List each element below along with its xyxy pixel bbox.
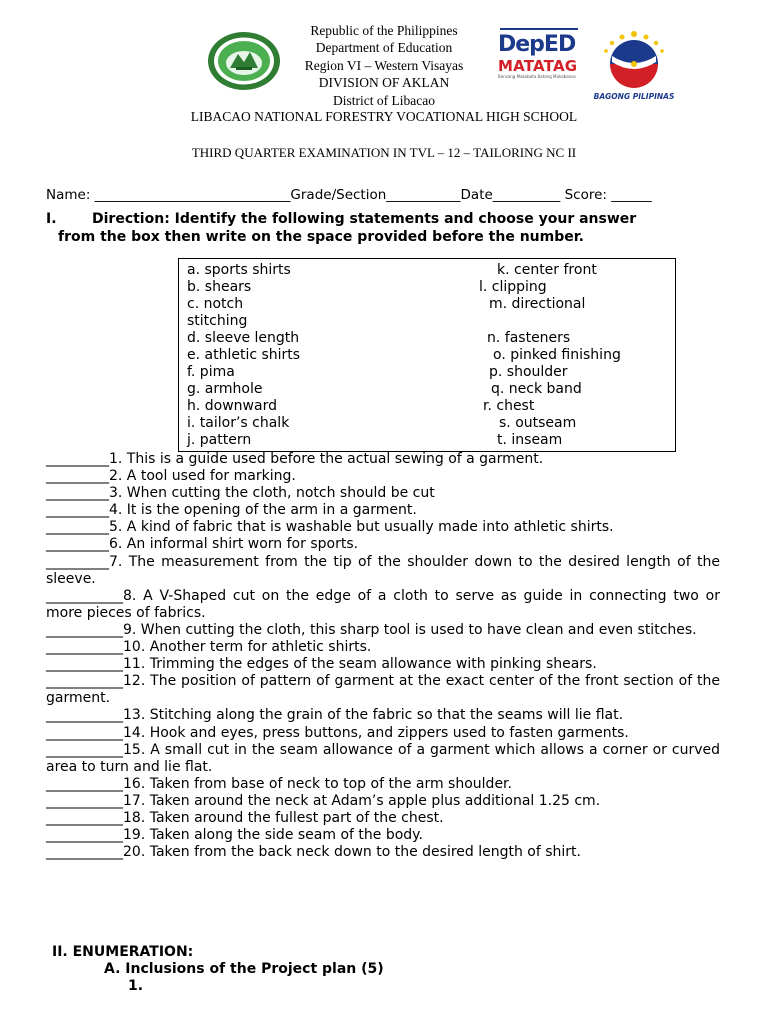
part1-direction xyxy=(46,211,722,246)
question-item[interactable]: ___________8. A V-Shaped cut on the edge of a cloth to serve as guide in connecting two or more pieces of fabrics. xyxy=(46,587,720,621)
choice-left: a. sports shirts xyxy=(187,262,291,278)
question-item[interactable]: _________4. It is the opening of the arm in a garment. xyxy=(46,502,417,519)
choice-left: h. downward xyxy=(187,398,277,414)
student-info-line[interactable]: Name: _____________________________Grade/Section___________Date__________ Score: ______ xyxy=(46,187,652,203)
choice-left: c. notch xyxy=(187,296,244,312)
question-item[interactable]: ___________13. Stitching along the grain of the fabric so that the seams will lie flat. xyxy=(46,707,624,724)
part2-title: II. ENUMERATION: xyxy=(52,944,194,960)
part1-roman: I. xyxy=(46,211,57,227)
choice-left: b. shears xyxy=(187,279,252,295)
school-name: LIBACAO NATIONAL FORESTRY VOCATIONAL HIGH SCHOOL xyxy=(190,109,578,124)
header-lines xyxy=(268,22,500,109)
bagong-pilipinas-wordmark: BAGONG PILIPINAS xyxy=(593,92,675,101)
question-item[interactable]: _________3. When cutting the cloth, notch should be cut xyxy=(46,485,435,502)
question-items xyxy=(46,451,720,861)
header-line: Department of Education xyxy=(315,40,453,56)
header-line: District of Libacao xyxy=(333,92,435,108)
question-item[interactable]: ___________9. When cutting the cloth, this sharp tool is used to have clean and even stitches. xyxy=(46,621,697,638)
question-item[interactable]: ___________19. Taken along the side seam of the body. xyxy=(46,827,423,844)
header-line: DIVISION OF AKLAN xyxy=(318,75,450,91)
direction-lead: Direction: Identify the following statements and choose your answer xyxy=(92,211,637,227)
deped-matatag-logo xyxy=(498,28,582,79)
question-item[interactable]: _________2. A tool used for marking. xyxy=(46,468,296,485)
matatag-wordmark: MATATAG xyxy=(498,57,578,75)
question-item[interactable]: ___________16. Taken from base of neck to top of the arm shoulder. xyxy=(46,775,512,792)
choice-right: s. outseam xyxy=(499,415,577,431)
question-item[interactable]: _________1. This is a guide used before the actual sewing of a garment. xyxy=(46,451,544,467)
choice-left: g. armhole xyxy=(187,381,263,397)
choice-right: l. clipping xyxy=(479,279,547,295)
choice-left: j. pattern xyxy=(187,432,252,448)
choice-right: o. pinked finishing xyxy=(493,347,621,363)
question-item[interactable]: _________7. The measurement from the tip of the shoulder down to the desired length of the sleeve. xyxy=(46,553,720,587)
direction-continuation: from the box then write on the space provided before the number. xyxy=(58,228,584,245)
choice-left: d. sleeve length xyxy=(187,330,300,346)
question-item[interactable]: ___________11. Trimming the edges of the seam allowance with pinking shears. xyxy=(46,656,597,673)
choice-right: p. shoulder xyxy=(489,364,568,380)
choice-right: t. inseam xyxy=(497,432,563,448)
choice-left: e. athletic shirts xyxy=(187,347,301,363)
question-item[interactable]: ___________17. Taken around the neck at Adam’s apple plus additional 1.25 cm. xyxy=(46,792,601,809)
choice-right: n. fasteners xyxy=(487,330,571,346)
choice-right: q. neck band xyxy=(491,381,582,397)
choice-left: f. pima xyxy=(187,364,235,380)
question-item[interactable]: ___________20. Taken from the back neck down to the desired length of shirt. xyxy=(46,844,582,861)
part2-first-number[interactable]: 1. xyxy=(128,978,144,994)
matatag-tagline: Bansang Makabata Batang Makabansa xyxy=(498,74,576,79)
bagong-pilipinas-logo xyxy=(592,26,676,92)
answer-choices-box xyxy=(178,258,676,452)
deped-wordmark: DepED xyxy=(498,32,576,57)
header-line: Republic of the Philippines xyxy=(310,23,458,38)
choice-right: k. center front xyxy=(497,262,597,278)
question-item[interactable]: ___________15. A small cut in the seam allowance of a garment which allows a corner or curved area to turn and lie flat. xyxy=(46,741,720,775)
exam-title: THIRD QUARTER EXAMINATION IN TVL – 12 – TAILORING NC II xyxy=(191,145,577,160)
choice-right: m. directional xyxy=(489,296,586,312)
part2-subtitle: A. Inclusions of the Project plan (5) xyxy=(104,961,384,977)
choice-right: r. chest xyxy=(483,398,535,414)
choice-left: stitching xyxy=(187,313,248,329)
header-line: Region VI – Western Visayas xyxy=(304,57,464,73)
question-item[interactable]: _________5. A kind of fabric that is washable but usually made into athletic shirts. xyxy=(46,519,614,536)
question-item[interactable]: ___________14. Hook and eyes, press buttons, and zippers used to fasten garments. xyxy=(46,724,629,741)
choice-left: i. tailor’s chalk xyxy=(187,415,290,431)
question-item[interactable]: ___________10. Another term for athletic shirts. xyxy=(46,639,372,656)
question-item[interactable]: _________6. An informal shirt worn for sports. xyxy=(46,536,359,553)
question-item[interactable]: ___________12. The position of pattern of garment at the exact center of the front section of the garment. xyxy=(46,673,720,707)
question-item[interactable]: ___________18. Taken around the fullest part of the chest. xyxy=(46,809,444,826)
